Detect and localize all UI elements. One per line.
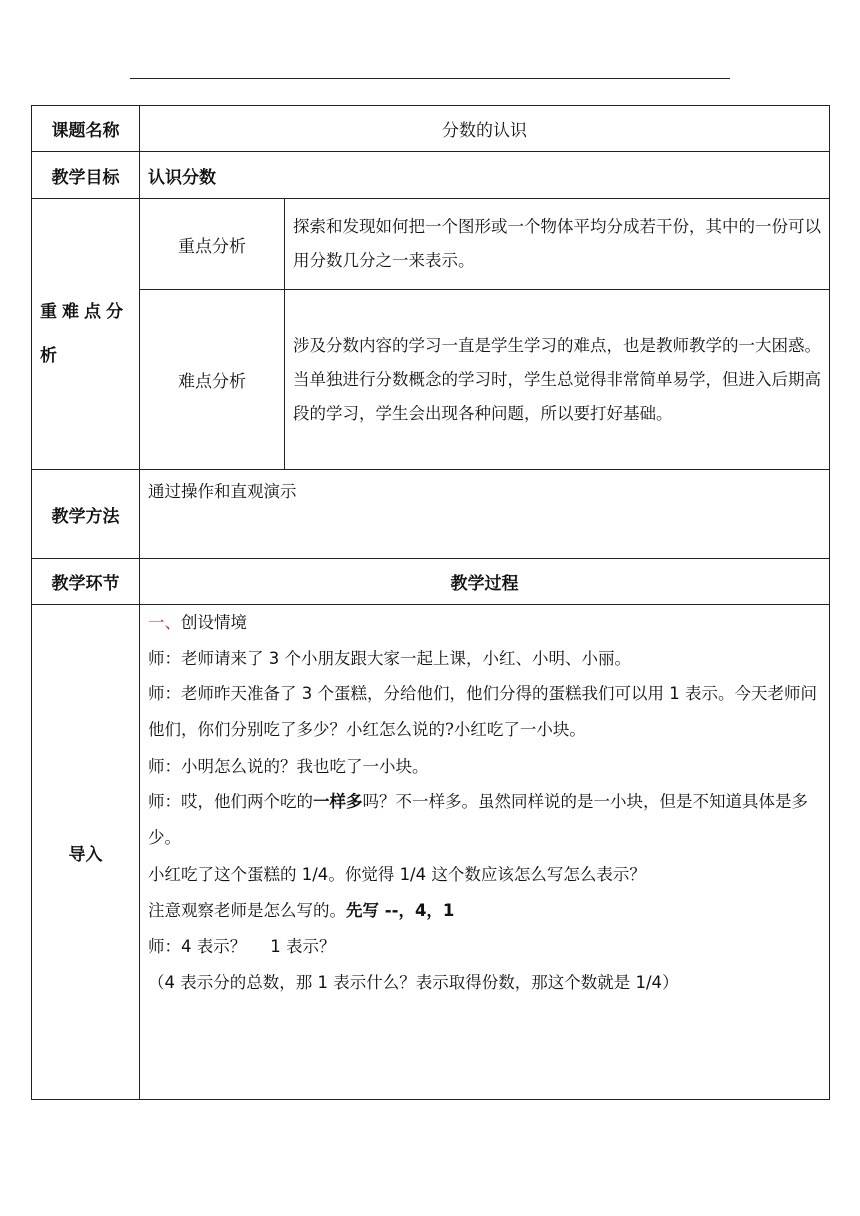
difficulty-label: 难点分析 (140, 290, 285, 470)
course-name-label: 课题名称 (32, 106, 140, 152)
text: 师： (148, 937, 181, 956)
method-value: 通过操作和直观演示 (140, 470, 830, 559)
objective-value: 认识分数 (140, 152, 830, 199)
intro-line-3 (148, 755, 821, 778)
number: 1/4 (301, 865, 329, 884)
number: 1 (669, 684, 680, 703)
text: 吗？不一样多。虽然同样说的是一小块，但是不知道具体是多少。 (148, 792, 808, 847)
key-label: 重点分析 (140, 199, 285, 290)
number: 1/4 (635, 973, 663, 992)
lesson-plan-table (31, 105, 830, 1100)
intro-line-5 (148, 863, 821, 886)
difficulty-text: 涉及分数内容的学习一直是学生学习的难点，也是教师教学的一大困惑。当单独进行分数概念的学习时，学生总觉得非常简单易学，但进入后期高段的学习，学生会出现各种问题，所以要打好基础。 (285, 290, 830, 470)
objective-label: 教学目标 (32, 152, 140, 199)
bold-text: --，4，1 (379, 901, 455, 920)
analysis-label-text: 重难点分析 (40, 302, 128, 366)
intro-label: 导入 (32, 605, 140, 1100)
row-method (32, 470, 830, 559)
text: 师：老师请来了 (148, 649, 269, 668)
row-objective (32, 152, 830, 199)
intro-content (140, 605, 830, 1100)
number: 3 (301, 684, 313, 703)
number: 4 (164, 973, 175, 992)
text: 表示？ (191, 937, 247, 956)
course-name-value: 分数的认识 (140, 106, 830, 152)
row-stage-header (32, 559, 830, 605)
row-key-analysis (32, 199, 830, 290)
text: ） (662, 973, 679, 992)
number: 3 (268, 649, 280, 668)
intro-line-4 (148, 784, 821, 856)
text: 表示什么？表示取得份数，那这个数就是 (328, 973, 636, 992)
stage-label: 教学环节 (32, 559, 140, 605)
text: 师：小明怎么说的？我也吃了一小块。 (148, 757, 429, 776)
text: 个蛋糕，分给他们，他们分得的蛋糕我们可以用 (312, 684, 670, 703)
heading-number: 一、 (148, 613, 181, 632)
number: 1 (270, 937, 281, 956)
text: 。你觉得 (328, 865, 400, 884)
row-intro (32, 605, 830, 1100)
number: 1/4 (399, 865, 427, 884)
bold-text: 一样多 (313, 792, 363, 811)
key-text: 探索和发现如何把一个图形或一个物体平均分成若干份，其中的一份可以用分数几分之一来表示。 (285, 199, 830, 290)
intro-line-8 (148, 971, 821, 994)
process-label: 教学过程 (140, 559, 830, 605)
text: 这个数应该怎么写怎么表示？ (426, 865, 646, 884)
intro-line-6 (148, 899, 821, 922)
bold-text: 先写 (346, 901, 379, 920)
analysis-label (32, 199, 140, 470)
text: 师：哎，他们两个吃的 (148, 792, 313, 811)
intro-heading (148, 611, 821, 634)
row-difficulty-analysis (32, 290, 830, 470)
text: 个小朋友跟大家一起上课，小红、小明、小丽。 (279, 649, 631, 668)
intro-line-1 (148, 647, 821, 670)
row-course-name (32, 106, 830, 152)
header-rule (130, 78, 730, 79)
number: 4 (181, 937, 192, 956)
text: 表示。今天老师问他们，你们分别吃了多少？小红怎么说的?小红吃了一小块。 (148, 684, 817, 739)
method-label: 教学方法 (32, 470, 140, 559)
text: 表示分的总数，那 (175, 973, 318, 992)
text: 表示？ (280, 937, 336, 956)
text: 注意观察老师是怎么写的。 (148, 901, 346, 920)
text: （ (148, 973, 165, 992)
intro-line-7 (148, 935, 821, 958)
intro-line-2 (148, 676, 821, 748)
number: 1 (317, 973, 328, 992)
text: 小红吃了这个蛋糕的 (148, 865, 302, 884)
text: 师：老师昨天准备了 (148, 684, 302, 703)
heading-text: 创设情境 (181, 613, 247, 632)
